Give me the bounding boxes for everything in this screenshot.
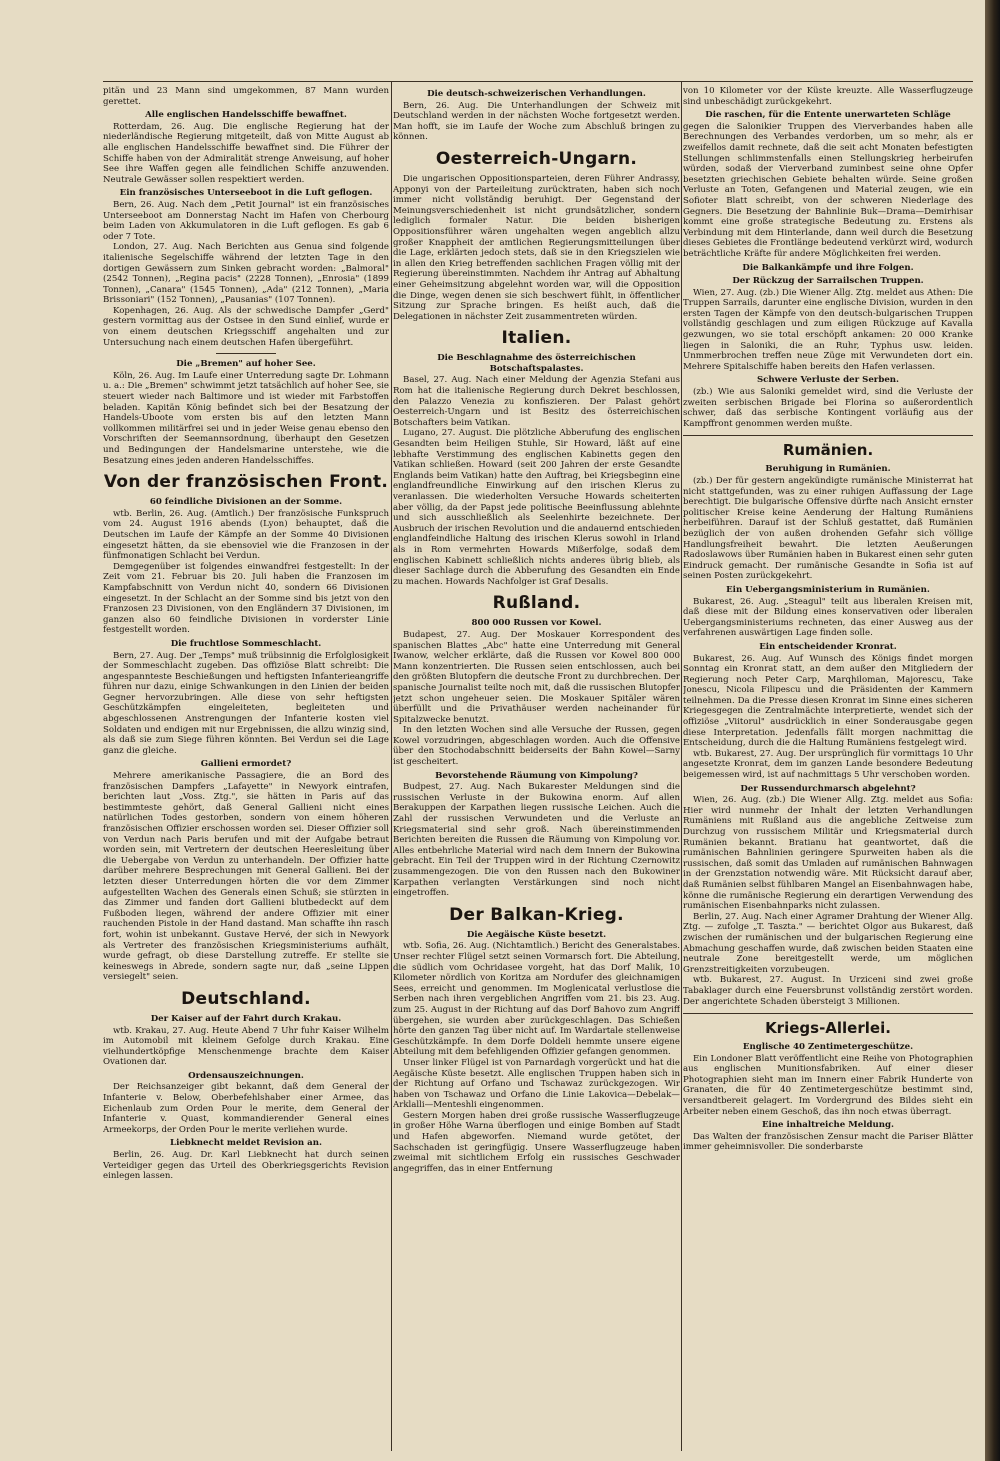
article-paragraph: Köln, 26. Aug. Im Laufe einer Unterredung sagte Dr. Lohmann u. a.: Die „Bremen" schwimmt jetzt tatsächlich auf hoher See, sie steuert wieder nach Baltimore und ist wieder mit Farbstoffen beladen. Kapitän König befindet sich bei der Besatzung der Handels-Uboote vom ersten bis auf den letzten Mann vollkommen militärfrei sei und in jeder Weise genau ebenso den Vorschriften der Seemannsordnung, überhaupt den Gesetzen und Bedingungen der Handelsmarine unterstehe, wie die Besatzung eines jeden anderen Handelsschiffes. bbox=[103, 370, 389, 466]
section-heading: Deutschland. bbox=[181, 988, 311, 1009]
article-paragraph: Rotterdam, 26. Aug. Die englische Regierung hat der niederländische Regierung mitgeteilt, daß von Mitte August ab alle englischen Handelsschiffe bewaffnet sind. Die Führer der Schiffe haben von der Admiralität strenge Anweisung, auf hoher See ihre Waffen gegen alle feindlichen Schiffe anzuwenden. Neutrale Gewässer sollen respektiert werden. bbox=[103, 121, 389, 185]
article-paragraph: Wien, 27. Aug. (zb.) Die Wiener Allg. Ztg. meldet aus Athen: Die Truppen Sarrails, darunter eine englische Division, wurden in den ersten Tagen der Kämpfe von den deutsch-bulgarischen Truppen vollständig geschlagen und zum eiligen Rückzuge auf Kavalla gezwungen, wo sie total erschöpft ankamen: 20 000 Kranke liegen in Saloniki, die an Ruhr, Typhus usw. leiden. Unmmerbrochen treffen neue Züge mit Verwundeten dort ein. Mehrere Spitalschiffe haben bereits den Hafen verlassen. bbox=[683, 287, 973, 372]
article-paragraph: Wien, 26. Aug. (zb.) Die Wiener Allg. Ztg. meldet aus Sofia: Hier wird nunmehr der Inhalt der letzten Verhandlungen Rumäniens mit Rußland aus die angebliche Zeitweise zum Durchzug von russischem Militär und Kriegsmaterial durch Rumänien bekannt. Bratianu hat geantwortet, daß die rumänischen Bahnlinien geringere Spurweiten haben als die russischen, daß somit das Umladen auf rumänischen Bahnwagen in der Grenzstation notwendig wäre. Mit Rücksicht darauf aber, daß Rumänien selbst fühlbaren Mangel an Eisenbahnwagen habe, könne die rumänische Regierung ein derartigen Verwendung des rumänischen Eisenbahnparks nicht zulassen. bbox=[683, 795, 973, 912]
column-3 bbox=[683, 86, 973, 1447]
article-paragraph: Berlin, 27. Aug. Nach einer Agramer Drahtung der Wiener Allg. Ztg. — zufolge „T. Taszta." — berichtet Olgor aus Bukarest, daß zwischen der rumänischen und der bulgarischen Regierung eine Abmachung geschaffen wurde, daß zwischen beiden Staaten eine neutrale Zone bereitgestellt werde, um möglichen Grenzstreitigkeiten vorzubeugen. bbox=[683, 911, 973, 975]
article-paragraph: Das Walten der französischen Zensur macht die Pariser Blätter immer geheimnisvoller. Die sonderbarste bbox=[683, 1131, 973, 1153]
article-paragraph: pitän und 23 Mann sind umgekommen, 87 Mann wurden gerettet. bbox=[103, 86, 389, 107]
article-paragraph: wtb. Sofia, 26. Aug. (Nichtamtlich.) Bericht des Generalstabes. Unser rechter Flügel setzt seinen Vormarsch fort. Die Abteilung, die südlich vom Ochridasee vorgeht, hat das Dorf Malik, 10 Kilometer nördlich von Koritza am Nordufer des gleichnamigen Sees, erreicht und genommen. Im Moglenicatal verlustlose die Serben nach ihren vergeblichen Angriffen vom 21. bis 23. Aug. zum 25. August in der Richtung auf das Dorf Bahovo zum Angriff übergehen, sie wurden aber zurückgeschlagen. Das Schießen hörte den ganzen Tag über nicht auf. Im Wardartale stellenweise Geschützkämpfe. In dem Dorfe Doldeli hemmte unsere eigene Abteilung mit dem befehligenden Offizier gefangen genommen. bbox=[393, 941, 680, 1058]
section-heading: Rumänien. bbox=[683, 435, 973, 460]
top-rule bbox=[103, 81, 973, 82]
article-paragraph: Budpest, 27. Aug. Nach Bukarester Meldungen sind die russischen Verluste in der Bukowina enorm. Auf allen Berakuppen der Karpathen liegen russische Leichen. Auch die Zahl der russischen Verwundeten und die Verluste an Kriegsmaterial sind sehr groß. Nach übereinstimmenden Berichten bereiten die Russen die Räumung von Kimpolung vor. Alles entbehrliche Material wird nach dem Innern der Bukowina gebracht. Ein Teil der Truppen wird in der Richtung Czernowitz zusammengezogen. Die von den Russen nach den Bukowiner Karpathen verlangten Verstärkungen sind noch nicht eingetroffen. bbox=[393, 782, 680, 899]
article-paragraph: Bern, 27. Aug. Der „Temps" muß trübsinnig die Erfolglosigkeit der Sommeschlacht zugeben. Das offiziöse Blatt schreibt: Die angespannteste Beschießungen und heftigsten Infanterieangriffe führen nur dazu, einige Schwankungen in den Linien der beiden Gegner hervorzubringen. Alle diese von sehr heftigsten Geschützkämpfen eingeleiteten, begleiteten und abgeschlossenen Anstrengungen der Infanterie kosten viel Soldaten und endigen mit nur Ergebnissen, die allzu winzig sind, als daß sie zum Siege führen könnten. Bei Verdun sei die Lage ganz die gleiche. bbox=[103, 650, 389, 756]
article-paragraph: Bern, 26. Aug. Die Unterhandlungen der Schweiz mit Deutschland werden in der nächsten Woche fortgesetzt werden. Man hofft, sie im Laufe der Woche zum Abschluß bringen zu können. bbox=[393, 100, 680, 143]
column-rule bbox=[391, 82, 392, 1451]
article-subheading: Ein Uebergangsministerium in Rumänien. bbox=[726, 584, 930, 595]
article-paragraph: Die ungarischen Oppositionsparteien, deren Führer Andrassy, Apponyi von der Parteileitung zurücktraten, haben sich noch immer nicht vollständig beruhigt. Der Gegenstand der Meinungsverschiedenheit ist nicht grundsätzlicher, sondern lediglich formaler Natur. Die beiden bisherigen Oppositionsführer wären ungehalten wegen angeblich allzu großer Knappheit der amtlichen Regierungsmitteilungen über die Lage, erklärten jedoch stets, daß sie in den Kriegszielen wie in allen den Krieg betreffenden sachlichen Fragen völlig mit der Regierung übereinstimmten. Nachdem ihr Antrag auf Abhaltung einer Geheimsitzung abgelehnt worden war, will die Opposition die Dinge, wegen denen sie sich beschwert fühlt, in öffentlicher Sitzung zur Sprache bringen. Es heißt auch, daß die Delegationen in nächster Zeit zusammentreten würden. bbox=[393, 173, 680, 322]
article-subheading: Der Russendurchmarsch abgelehnt? bbox=[740, 783, 916, 794]
article-subheading: Die „Bremen" auf hoher See. bbox=[176, 359, 316, 370]
article-paragraph: Kopenhagen, 26. Aug. Als der schwedische Dampfer „Gerd" gestern vormittag aus der Ostsee in den Sund einlief, wurde er von einem deutschen Kriegsschiff angehalten und zur Untersuchung nach einem deutschen Hafen übergeführt. bbox=[103, 305, 389, 348]
article-paragraph: In den letzten Wochen sind alle Versuche der Russen, gegen Kowel vorzudringen, abgeschlagen worden. Auch die Offensive über den Stochodabschnitt beiderseits der Bahn Kowel—Sarny ist gescheitert. bbox=[393, 725, 680, 768]
article-paragraph: Gestern Morgen haben drei große russische Wasserflugzeuge in großer Höhe Warna überflogen und einige Bomben auf Stadt und Hafen abgeworfen. Niemand wurde getötet, der Sachschaden ist geringfügig. Unsere Wasserflugzeuge haben zweimal mit sichtlichem Erfolg ein russisches Geschwader angegriffen, das in einer Entfernung bbox=[393, 1110, 680, 1174]
article-paragraph: (zb.) Der für gestern angekündigte rumänische Ministerrat hat nicht stattgefunden, was zu einer ruhigen Auffassung der Lage berechtigt. Die bulgarische Offensive dürfte nach Ansicht ernster politischer Kreise keine Aenderung der Haltung Rumäniens herbeiführen. Darauf ist der Schluß gestattet, daß Rumänien bezüglich der von außen drohenden Gefahr sich völlige Handlungsfreiheit bewahrt. Die letzten Aeußerungen Radoslawows über Rumänien haben in Bukarest einen sehr guten Eindruck gemacht. Der rumänische Gesandte in Sofia ist auf seinen Posten zurückgekehrt. bbox=[683, 476, 973, 582]
article-subheading: Der Rückzug der Sarrailschen Truppen. bbox=[732, 276, 924, 287]
article-subheading: Ein französisches Unterseeboot in die Luft geflogen. bbox=[119, 188, 373, 199]
article-paragraph: London, 27. Aug. Nach Berichten aus Genua sind folgende italienische Segelschiffe während der letzten Tage in den dortigen Gewässern zum Sinken gebracht worden: „Balmoral" (2542 Tonnen), „Regina pacis" (2228 Tonnen), „Enrosia" (1899 Tonnen), „Canara" (1545 Tonnen), „Ada" (212 Tonnen), „Maria Brissoniari" (152 Tonnen), „Pausanias" (107 Tonnen). bbox=[103, 242, 389, 306]
article-paragraph: Lugano, 27. August. Die plötzliche Abberufung des englischen Gesandten beim Heiligen Stuhle, Sir Howard, läßt auf eine lebhafte Verstimmung des englischen Kabinetts gegen den Vatikan schließen. Howard (seit 200 Jahren der erste Gesandte Englands beim Vatikan) hatte den Auftrag, bei Kriegsbeginn eine englandfreundliche Einwirkung auf den irischen Klerus zu veranlassen. Die wiederholten Versuche Howards scheiterten aber völlig, da der Papst jede politische Beeinflussung ablehnte und sich ausschließlich als Seelenhirte bezeichnete. Der Ausbruch der irischen Revolution und die andauernd entschieden englandfeindliche Haltung des irischen Klerus sowohl in Irland als in Rom vermehrten Howards Mißerfolge, sodaß dem englischen Kabinett schließlich nichts anderes übrig blieb, als dieser Sachlage durch die Abberufung des Gesandten ein Ende zu machen. Howards Nachfolger ist Graf Desalis. bbox=[393, 428, 680, 587]
section-heading: Rußland. bbox=[492, 593, 581, 614]
article-subheading: Bevorstehende Räumung von Kimpolung? bbox=[435, 770, 638, 781]
article-subheading: Englische 40 Zentimetergeschütze. bbox=[742, 1042, 914, 1053]
article-paragraph: Ein Londoner Blatt veröffentlicht eine Reihe von Photographien aus englischen Munitionsfabriken. Auf einer dieser Photographien sieht man im Innern einer Fabrik Hunderte von Granaten, die für 40 Zentimetergeschütze bestimmt sind, versandtbereit gelagert. Im Vordergrund des Bildes sieht ein Arbeiter neben einem Geschoß, das ihn noch etwas überragt. bbox=[683, 1053, 973, 1117]
article-paragraph: Der Reichsanzeiger gibt bekannt, daß dem General der Infanterie v. Below, Oberbefehlshaber einer Armee, das Eichenlaub zum Orden Pour le merite, dem General der Infanterie v. Quast, kommandierender General eines Armeekorps, der Orden Pour le merite verliehen wurde. bbox=[103, 1082, 389, 1135]
article-paragraph: Mehrere amerikanische Passagiere, die an Bord des französischen Dampfers „Lafayette" in Newyork eintrafen, berichten laut „Voss. Ztg.", sie hätten in Paris auf das bestimmteste gehört, daß General Gallieni nicht eines natürlichen Todes gestorben, sondern von einem höheren französischen Offizier erschossen worden sei. Dieser Offizier soll von Verdun nach Paris berufen und mit der Aufgabe betraut worden sein, mit Vertretern der deutschen Heeresleitung über die Uebergabe von Verdun zu unterhandeln. Der Offizier hatte darüber mehrere Besprechungen mit General Gallieni. Bei der letzten dieser Unterredungen hörten die vor dem Zimmer aufgestellten Wachen des Generals einen Schuß; sie stürzten in das Zimmer und fanden dort Gallieni blutbedeckt auf dem Fußboden liegen, während der andere Offizier mit einer rauchenden Pistole in der Hand dastand. Man schaffte ihn rasch fort, wohin ist unbekannt. Gustave Hervé, der sich in Newyork als Vertreter des französischen Kriegsministeriums aufhält, wurde gefragt, ob diese Darstellung zutreffe. Er stellte sie keineswegs in Abrede, sondern sagte nur, daß „seine Lippen versiegelt" seien. bbox=[103, 771, 389, 983]
section-heading: Oesterreich-Ungarn. bbox=[435, 148, 638, 169]
article-paragraph: Bern, 26. Aug. Nach dem „Petit Journal" ist ein französisches Unterseeboot am Donnerstag Nacht im Hafen von Cherbourg beim Laden von Akkumulatoren in die Luft geflogen. Es gab 6 oder 7 Tote. bbox=[103, 199, 389, 242]
article-paragraph: wtb. Krakau, 27. Aug. Heute Abend 7 Uhr fuhr Kaiser Wilhelm im Automobil mit kleinem Gefolge durch Krakau. Eine vielhundertköpfige Menschenmenge brachte dem Kaiser Ovationen dar. bbox=[103, 1025, 389, 1068]
article-paragraph: wtb. Bukarest, 27. Aug. Der ursprünglich für vormittags 10 Uhr angesetzte Kronrat, dem im ganzen Lande besondere Bedeutung beigemessen wird, ist auf nachmittags 5 Uhr verschoben worden. bbox=[683, 748, 973, 781]
article-paragraph: Basel, 27. Aug. Nach einer Meldung der Agenzia Stefani aus Rom hat die italienische Regierung durch Dekret beschlossen, den Palazzo Venezia zu konfiszieren. Der Palast gehört Oesterreich-Ungarn und ist Besitz des österreichischen Botschafters beim Vatikan. bbox=[393, 375, 680, 428]
article-paragraph: Budapest, 27. Aug. Der Moskauer Korrespondent des spanischen Blattes „Abc" hatte eine Unterredung mit General Iwanow, welcher erklärte, daß die Russen vor Kowel 800 000 Mann konzentrierten. Die Russen seien entschlossen, auch bei den größten Blutopfern die deutsche Front zu durchbrechen. Der spanische Journalist teilte noch mit, daß die russischen Blutopfer jetzt schon ungeheuer seien. Die Moskauer Spitäler wären überfüllt und die Privathäuser werden nacheinander für Spitalzwecke benutzt. bbox=[393, 629, 680, 725]
separator bbox=[216, 353, 276, 354]
article-paragraph: Berlin, 26. Aug. Dr. Karl Liebknecht hat durch seinen Verteidiger gegen das Urteil des Oberkriegsgerichts Revision einlegen lassen. bbox=[103, 1150, 389, 1182]
article-paragraph: Bukarest, 26. Aug. „Steagul" teilt aus liberalen Kreisen mit, daß diese mit der Bildung eines konservativen oder liberalen Uebergangsministeriums rechneten, das einer Ausweg aus der verfahrenen auswärtigen Lage finden solle. bbox=[683, 596, 973, 639]
article-subheading: Die Aegäische Küste besetzt. bbox=[466, 929, 607, 940]
section-heading: Italien. bbox=[501, 328, 572, 349]
section-heading: Kriegs-Allerlei. bbox=[683, 1013, 973, 1038]
column-1 bbox=[103, 86, 389, 1447]
article-paragraph: Bukarest, 26. Aug. Auf Wunsch des Königs findet morgen Sonntag ein Kronrat statt, an dem außer den Mitgliedern der Regierung noch Peter Carp, Marqhiloman, Majorescu, Take Jonescu, Nicola Filipescu und die Präsidenten der Kammern teilnehmen. Da die Presse diesen Kronrat im Sinne eines sicheren Kriegesgegen die Zentralmächte interpretierte, wendet sich der offiziöse „Viitorul" ausdrücklich in einer Sonderausgabe gegen diese Interpretation. Jedenfalls fällt morgen nachmittag die Entscheidung, durch die die Haltung Rumäniens festgelegt wird. bbox=[683, 653, 973, 749]
article-subheading: Ein entscheidender Kronrat. bbox=[759, 641, 897, 652]
article-subheading: 60 feindliche Divisionen an der Somme. bbox=[149, 497, 343, 508]
article-subheading: Gallieni ermordet? bbox=[200, 759, 292, 770]
article-subheading: Alle englischen Handelsschiffe bewaffnet. bbox=[145, 110, 347, 121]
section-heading: Der Balkan-Krieg. bbox=[449, 904, 624, 925]
article-paragraph: wtb. Berlin, 26. Aug. (Amtlich.) Der französische Funkspruch vom 24. August 1916 abends (Lyon) behauptet, daß die Deutschen im Laufe der Kämpfe an der Somme 40 Divisionen eingesetzt hätten, da sie ebensoviel wie die Franzosen in der fünfmonatigen Schlacht bei Verdun. bbox=[103, 508, 389, 562]
column-2 bbox=[393, 86, 680, 1447]
article-paragraph: Unser linker Flügel ist von Parnardagh vorgerückt und hat die Aegäische Küste besetzt. Alle englischen Truppen haben sich in der Richtung auf Orfano und Tschawaz zurückgezogen. Wir haben von Tschawaz und Orfano die Linie Lakovica—Debelak—Arklalli—Menteshli eingenommen. bbox=[393, 1057, 680, 1111]
article-subheading: 800 000 Russen vor Kowel. bbox=[471, 618, 602, 629]
article-paragraph: wtb. Bukarest, 27. August. In Urziceni sind zwei große Tabaklager durch eine Feuersbrunst vollständig zerstört worden. Der angerichtete Schaden übersteigt 3 Millionen. bbox=[683, 975, 973, 1007]
article-subheading: Die Balkankämpfe und ihre Folgen. bbox=[742, 262, 914, 273]
article-paragraph: von 10 Kilometer vor der Küste kreuzte. Alle Wasserflugzeuge sind unbeschädigt zurückgekehrt. bbox=[683, 86, 973, 107]
article-paragraph: gegen die Salonikier Truppen des Vierverbandes haben alle Berechnungen des Verbandes verdorben, um so mehr, als er zweifellos damit rechnete, daß die seit acht Monaten befestigten Stellungen schlimmstenfalls einen Stellungskrieg herbeirufen würden, sodaß der Vierverband zuminbest seine ohne Opfer besetzten griechischen Gebiete behalten würde. Seine großen Verluste an Toten, Gefangenen und Material zeugen, wie ein Sofioter Blatt schreibt, von der schweren Niederlage des Gegners. Die Besetzung der Bahnlinie Buk—Drama—Demirhisar kommt eine große strategische Bedeutung zu. Erstens als Verbindung mit dem Hinterlande, dann weil durch die Besetzung dieses Gebietes die Frontlänge bedeutend verkürzt wird, wodurch beträchtliche Kräfte für andere Möglichkeiten frei werden. bbox=[683, 121, 973, 259]
article-subheading: Die Beschlagnahme des österreichischen Botschaftspalastes. bbox=[437, 353, 636, 374]
section-heading: Von der französischen Front. bbox=[103, 472, 389, 493]
article-subheading: Die fruchtlose Sommeschlacht. bbox=[170, 638, 322, 649]
article-paragraph: Demgegenüber ist folgendes einwandfrei festgestellt: In der Zeit vom 21. Februar bis 20. Juli haben die Franzosen im Kampfabschnitt von Verdun nicht 40, sondern 66 Divisionen eingesetzt. In der Schlacht an der Somme sind bis jetzt von den Franzosen 23 Divisionen, von den Engländern 37 Divisionen, im ganzen also 60 feindliche Divisionen in vorderster Linie festgestellt worden. bbox=[103, 561, 389, 636]
article-subheading: Die raschen, für die Entente unerwarteten Schläge bbox=[705, 110, 951, 121]
article-paragraph: (zb.) Wie aus Saloniki gemeldet wird, sind die Verluste der zweiten serbischen Brigade bei Florina so außerordentlich schwer, daß das serbische Kontingent vorläufig aus der Kampffront genommen werden mußte. bbox=[683, 387, 973, 429]
article-subheading: Beruhigung in Rumänien. bbox=[765, 464, 891, 475]
page-edge bbox=[985, 0, 1000, 1461]
article-subheading: Schwere Verluste der Serben. bbox=[756, 375, 900, 386]
article-subheading: Ordensauszeichnungen. bbox=[188, 1070, 304, 1081]
article-subheading: Liebknecht meldet Revision an. bbox=[170, 1138, 322, 1149]
article-subheading: Die deutsch-schweizerischen Verhandlungen. bbox=[427, 89, 646, 99]
column-rule bbox=[681, 82, 682, 1451]
article-subheading: Eine inhaltreiche Meldung. bbox=[761, 1120, 895, 1131]
article-subheading: Der Kaiser auf der Fahrt durch Krakau. bbox=[150, 1013, 342, 1024]
